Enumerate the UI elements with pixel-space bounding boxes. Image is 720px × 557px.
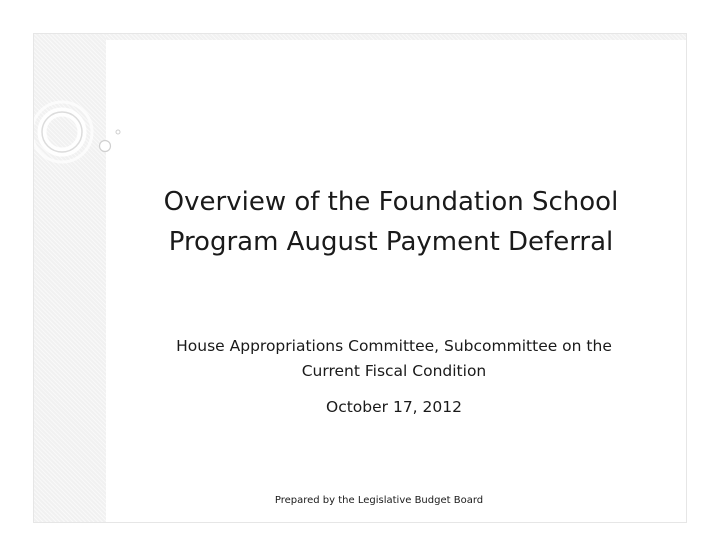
slide-title-line-2: Program August Payment Deferral	[168, 227, 614, 257]
subtitle-line-1: House Appropriations Committee, Subcommittee on the	[176, 337, 612, 355]
slide-title	[106, 182, 676, 262]
slide-date: October 17, 2012	[326, 398, 462, 416]
subtitle-line-2: Current Fiscal Condition	[301, 362, 487, 380]
slide-footer: Prepared by the Legislative Budget Board	[274, 495, 484, 506]
slide-title-line-1: Overview of the Foundation School	[163, 187, 619, 217]
top-pattern-band	[106, 34, 687, 40]
slide-subtitle	[114, 334, 674, 384]
title-slide	[33, 33, 687, 523]
